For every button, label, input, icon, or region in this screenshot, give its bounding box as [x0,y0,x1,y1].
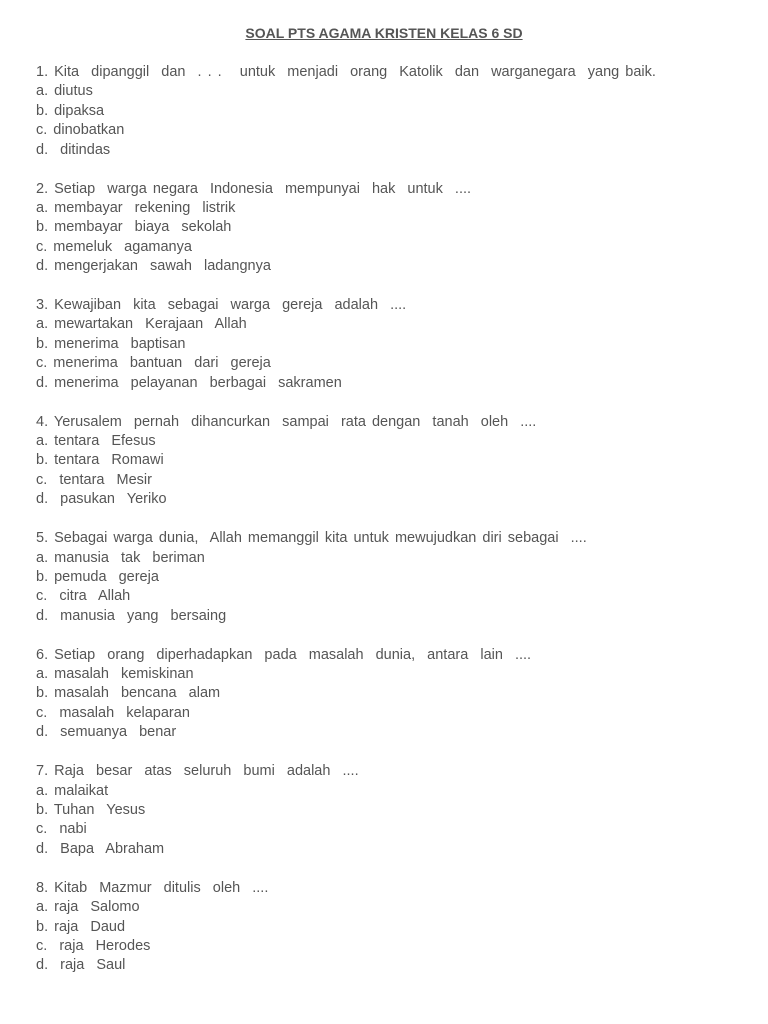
answer-option: d. Bapa Abraham [36,840,165,857]
question-5 [36,529,732,626]
question-text: 6. Setiap orang diperhadapkan pada masalah dunia, antara lain .... [36,646,532,663]
question-1 [36,63,732,160]
answer-option: a. masalah kemiskinan [36,666,194,683]
answer-option: c. dinobatkan [36,122,125,139]
answer-option: b. masalah bencana alam [36,685,221,702]
answer-option: b. menerima baptisan [36,335,186,352]
answer-option: c. citra Allah [36,588,131,605]
answer-option: d. ditindas [36,141,111,158]
answer-option: a. manusia tak beriman [36,549,205,566]
answer-option: a. raja Salomo [36,899,140,916]
question-list [36,63,732,976]
question-6 [36,646,732,743]
answer-option: c. nabi [36,821,87,838]
question-2 [36,180,732,277]
answer-option: d. semuanya benar [36,724,177,741]
question-4 [36,413,732,510]
question-text: 4. Yerusalem pernah dihancurkan sampai rata dengan tanah oleh .... [36,413,537,430]
answer-option: b. pemuda gereja [36,568,159,585]
question-text: 2. Setiap warga negara Indonesia mempunyai hak untuk .... [36,180,472,197]
answer-option: c. raja Herodes [36,937,151,954]
answer-option: c. menerima bantuan dari gereja [36,355,271,372]
answer-option: c. memeluk agamanya [36,238,192,255]
answer-option: a. malaikat [36,782,109,799]
answer-option: d. menerima pelayanan berbagai sakramen [36,374,342,391]
answer-option: b. membayar biaya sekolah [36,219,232,236]
answer-option: c. masalah kelaparan [36,704,190,721]
answer-option: b. raja Daud [36,918,126,935]
question-text: 8. Kitab Mazmur ditulis oleh .... [36,879,269,896]
answer-option: a. tentara Efesus [36,433,156,449]
answer-option: b. Tuhan Yesus [36,802,146,818]
question-text: 1. Kita dipanggil dan . . . untuk menjadi orang Katolik dan warganegara yang baik. [36,64,656,80]
question-8 [36,879,732,976]
answer-option: d. mengerjakan sawah ladangnya [36,258,271,275]
question-text: 5. Sebagai warga dunia, Allah memanggil kita untuk mewujudkan diri sebagai .... [36,530,587,547]
answer-option: d. raja Saul [36,957,126,974]
answer-option: a. mewartakan Kerajaan Allah [36,316,247,333]
question-text: 3. Kewajiban kita sebagai warga gereja adalah .... [36,297,407,314]
answer-option: b. tentara Romawi [36,452,164,469]
answer-option: c. tentara Mesir [36,471,152,488]
answer-option: a. membayar rekening listrik [36,199,236,216]
answer-option: d. pasukan Yeriko [36,491,167,508]
question-text: 7. Raja besar atas seluruh bumi adalah .... [36,763,359,780]
question-3 [36,296,732,393]
answer-option: d. manusia yang bersaing [36,607,227,624]
answer-option: b. dipaksa [36,102,105,119]
question-7 [36,762,732,859]
answer-option: a. diutus [36,83,93,100]
document-title: SOAL PTS AGAMA KRISTEN KELAS 6 SD [245,25,523,41]
